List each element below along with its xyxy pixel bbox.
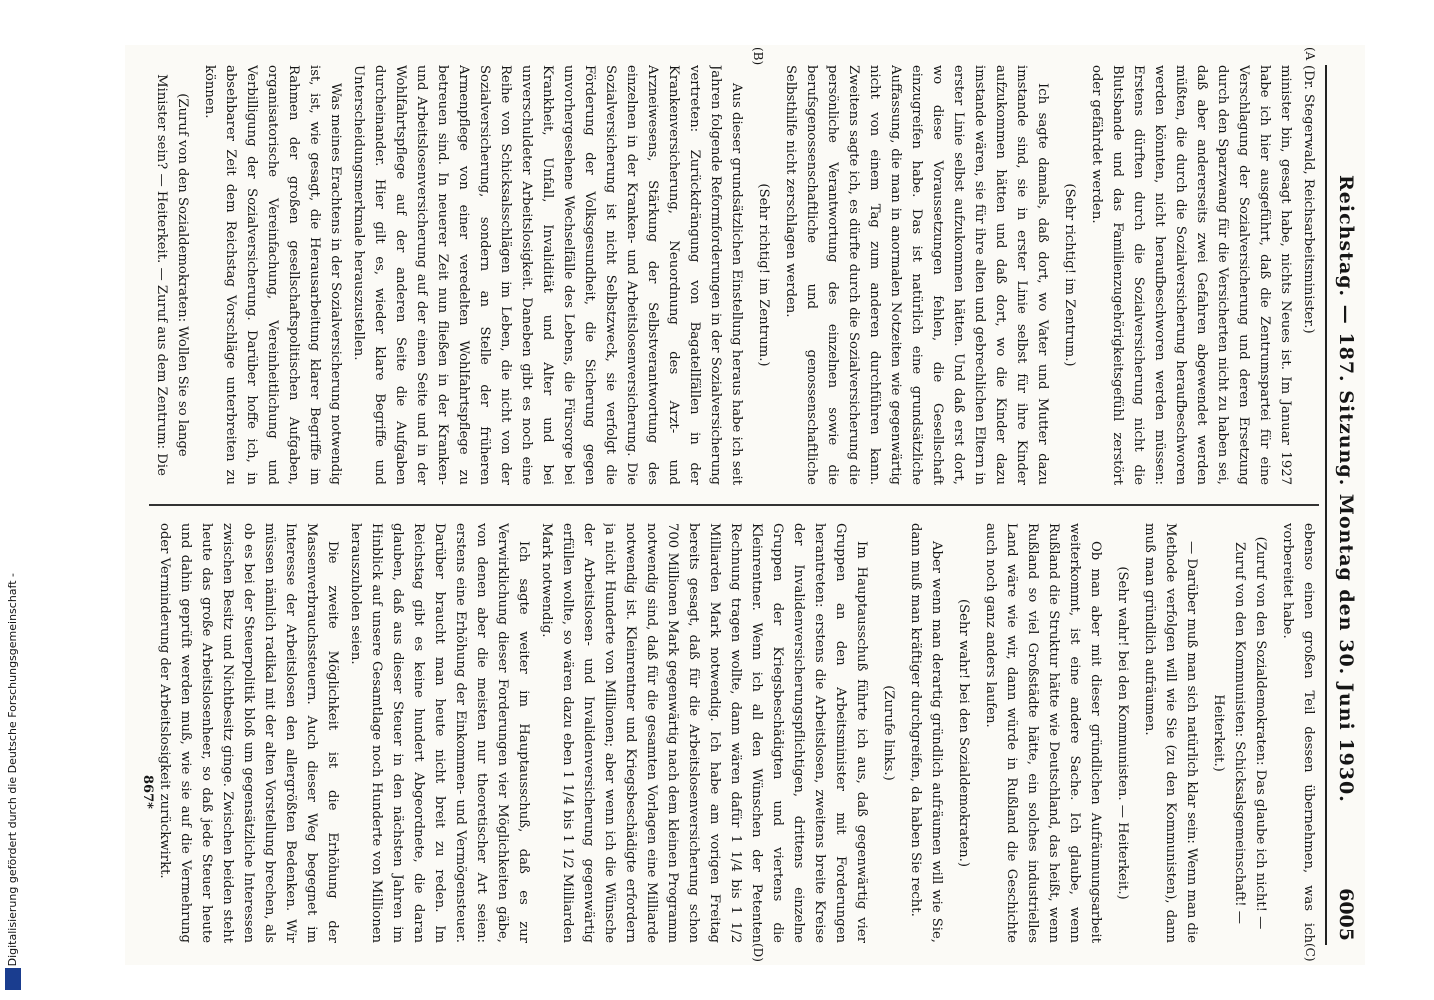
body-paragraph: Ich sagte damals, daß dort, wo Vater und Mutter dazu imstande sind, sie in erster Linie selbst für ihre Kinder aufzukommen hätten und daß dort, wo die Kinder dazu imstande wären, sie für ihre alten und gebrechlichen Eltern in erster Linie selbst aufzukommen hätten. Und daß erst dort, wo diese Voraussetzungen fehlen, die Gesellschaft einzugreifen habe. Das ist natürlich eine grundsätzliche Auffassung, die man in anormalen Notzeiten wie gegenwärtig nicht von einem Tag zum anderen durchführen kann. Zweitens sagte ich, es dürfte durch die Sozialversicherung die persönliche Verantwortung des einzelnen sowie die berufsgenossenschaftliche und genossenschaftliche Selbsthilfe nicht zerschlagen werden. [783, 65, 1050, 485]
body-paragraph: Ob man aber mit dieser gründlichen Aufräumungsarbeit weiterkommt, ist eine andere Sache. Ich glaube, wenn Rußland die Struktur hätte wie Deutschland, das heißt, wenn Rußland so viel Großstädte hätte, ein solches industrielles Land wäre wie wir, dann würde in Rußland die Geschichte auch noch ganz anders laufen. [983, 523, 1103, 943]
interjection-paragraph: (Zuruf von den Sozialdemokraten: Wollen Sie so lange Minister sein? — Heiterkeit. — Zuruf aus dem Zentrum: Die [154, 74, 190, 476]
body-paragraph: minister bin, gesagt habe, nichts Neues ist. Im Januar 1927 habe ich hier ausgeführt, daß die Zentrumspartei für eine Verschlagung der Sozialversicherung und deren Ersetzung durch den Sparzwang für die Versicherten nicht zu haben sei, daß aber andererseits zwei Gefahren abgewendet werden müßten, die durch die Sozialversicherung heraufbeschworen werden könnten, nicht heraufbeschworen werden müssen: Erstens dürften durch die Sozialversicherung nicht die Blutsbande und das Familienzugehörigkeitsgefühl zerstört oder gefährdet werden. [1089, 65, 1293, 485]
body-paragraph: Aber wenn man derartig gründlich aufräumen will wie Sie, dann muß man kräftiger durchgreifen, da haben Sie recht. [908, 523, 944, 943]
margin-marker-c: (C) [1303, 943, 1317, 962]
body-paragraph: Was meines Erachtens in der Sozialversicherung notwendig ist, ist, wie gesagt, die Herausarbeitung klarer Begriffe im Rahmen der großen gesellschaftspolitischen Aufgaben, organisatorische Vereinfachung, Vereinheitlichung und Verbilligung der Sozialversicherung. Darüber hoffe ich, in absehbarer Zeit dem Reichstag Vorschläge unterbreiten zu können. [202, 65, 343, 485]
credit-text: Digitalisierung gefördert durch die Deutsche Forschungsgemeinschaft - [6, 572, 19, 966]
page-header [1325, 65, 1361, 945]
body-paragraph: ebenso einen großen Teil dessen übernehmen, was ich vorbereitet habe. [1280, 523, 1316, 943]
body-paragraph: — Darüber muß man sich natürlich klar sein: Wenn man die Methode verfolgen will wie Sie (zu den Kommunisten), dann muß man gründlich aufräumen. [1142, 523, 1199, 943]
margin-marker-d: (D) [751, 943, 765, 962]
document-page [125, 45, 1365, 965]
interjection-paragraph: (Sehr richtig! im Zentrum.) [756, 183, 771, 367]
body-paragraph: Ich sagte weiter im Hauptausschuß, daß es zur Verwirklichung dieser Forderungen vier Möglichkeiten gäbe, von denen aber die meisten nur theoretischer Art seien: erstens eine Erhöhung der Einkommen- und Vermögensteuer. Darüber braucht man heute nicht breit zu reden. Im Reichstag gibt es keine hundert Abgeordnete, die daran glauben, daß aus dieser Steuer in den nächsten Jahren im Hinblick auf unsere Gesamtlage noch Hunderte von Millionen herauszuholen seien. [348, 523, 531, 943]
digitization-credit [2, 572, 24, 992]
interjection-paragraph: (Zurufe links.) [881, 685, 896, 781]
interjection-paragraph: (Sehr richtig! im Zentrum.) [1062, 183, 1077, 367]
body-paragraph: Aus dieser grundsätzlichen Einstellung heraus habe ich seit Jahren folgende Reformforderungen in der Sozialversicherung vertreten: Zurückdrängung von Bagatellfällen in der Krankenversicherung, Neuordnung des Arzt- und Arzneiwesens, Stärkung der Selbstverantwortung des einzelnen in der Kranken- und Arbeitslosenversicherung. Die Sozialversicherung ist nicht Selbstzweck, sie verfolgt die Förderung der Volksgesundheit, die Sicherung gegen unvorhergesehene Wechselfälle des Lebens, die Fürsorge bei Krankheit, Unfall, Invalidität und Alter und bei unverschuldeter Arbeitslosigkeit. Daneben gibt es noch eine Reihe von Schicksalsschlägen im Leben, die nicht von der Sozialversicherung, sondern an Stelle der früheren Armenpflege von einer veredelten Wohlfahrtspflege zu betreuen sind. In neuerer Zeit nun fließen in der Kranken- und Arbeitslosenversicherung auf der einen Seite und in der Wohlfahrtspflege auf der anderen Seite die Aufgaben durcheinander. Hier gilt es, wieder klare Begriffe und Unterscheidungsmerkmale herauszustellen. [351, 65, 744, 485]
footer-number: 867* [140, 775, 155, 809]
dfg-logo [5, 968, 21, 990]
left-column [149, 65, 1319, 485]
interjection-paragraph: (Sehr wahr! bei den Sozialdemokraten.) [956, 599, 971, 867]
body-paragraph: Die zweite Möglichkeit ist die Erhöhung der Massenverbrauchssteuern. Auch dieser Weg begegnet im Interesse der Arbeitslosen den allergrößten Bedenken. Wir müssen nämlich radikal mit der alten Vorstellung brechen, als ob es bei der Steuerpolitik bloß um gegensätzliche Interessen zwischen Besitz und Nichtbesitz ginge. Zwischen beiden steht heute das große Arbeitslosenheer, so daß jede Steuer heute und dahin geprüft werden muß, wie sie auf die Vermehrung oder Verminderung der Arbeitslosigkeit zurückwirkt. [157, 523, 340, 943]
right-column [149, 523, 1319, 943]
body-paragraph: Im Hauptausschuß führte ich aus, daß gegenwärtig vier Gruppen an den Arbeitsminister mit Forderungen herantreten: erstens die Arbeitslosen, zweitens breite Kreise der Invalidenversicherungspflichtigen, drittens einzelne Gruppen der Kriegsbeschädigten und viertens die Kleinrentner. Wenn ich all den Wünschen der Petenten Rechnung tragen wollte, dann wären dafür 1 1/4 bis 1 1/2 Milliarden Mark notwendig. Ich habe am vorigen Freitag bereits gesagt, daß für die Arbeitslosenversicherung schon 700 Millionen Mark gegenwärtig nach dem kleinen Programm notwendig sind, daß für die gesamten Vorlagen eine Milliarde notwendig ist. Kleinrentner und Kriegsbeschädigte erfordern ja nicht Hunderte von Millionen; aber wenn ich die Wünsche der Arbeitslosen- und Invalidenversicherung gegenwärtig erfüllen wollte, so wären dazu eben 1 1/4 bis 1 1/2 Milliarden Mark notwendig. [539, 523, 869, 943]
page-number: 6005 [1335, 888, 1357, 941]
interjection-paragraph: (Zuruf von den Sozialdemokraten: Das glaube ich nicht! — Zuruf von den Kommunisten: Schicksalsgemeinschaft! — Heiterkeit.) [1211, 536, 1268, 930]
header-title: Reichstag. — 187. Sitzung. Montag den 30. Juni 1930. [1335, 175, 1357, 803]
body-paragraph: (Dr. Stegerwald, Reichsarbeitsminister.) [1301, 65, 1316, 334]
margin-marker-b: (B) [751, 47, 765, 66]
margin-marker-a: (A [1303, 47, 1317, 61]
interjection-paragraph: (Sehr wahr! bei den Kommunisten. — Heiterkeit.) [1115, 566, 1130, 900]
column-divider [149, 504, 1319, 506]
